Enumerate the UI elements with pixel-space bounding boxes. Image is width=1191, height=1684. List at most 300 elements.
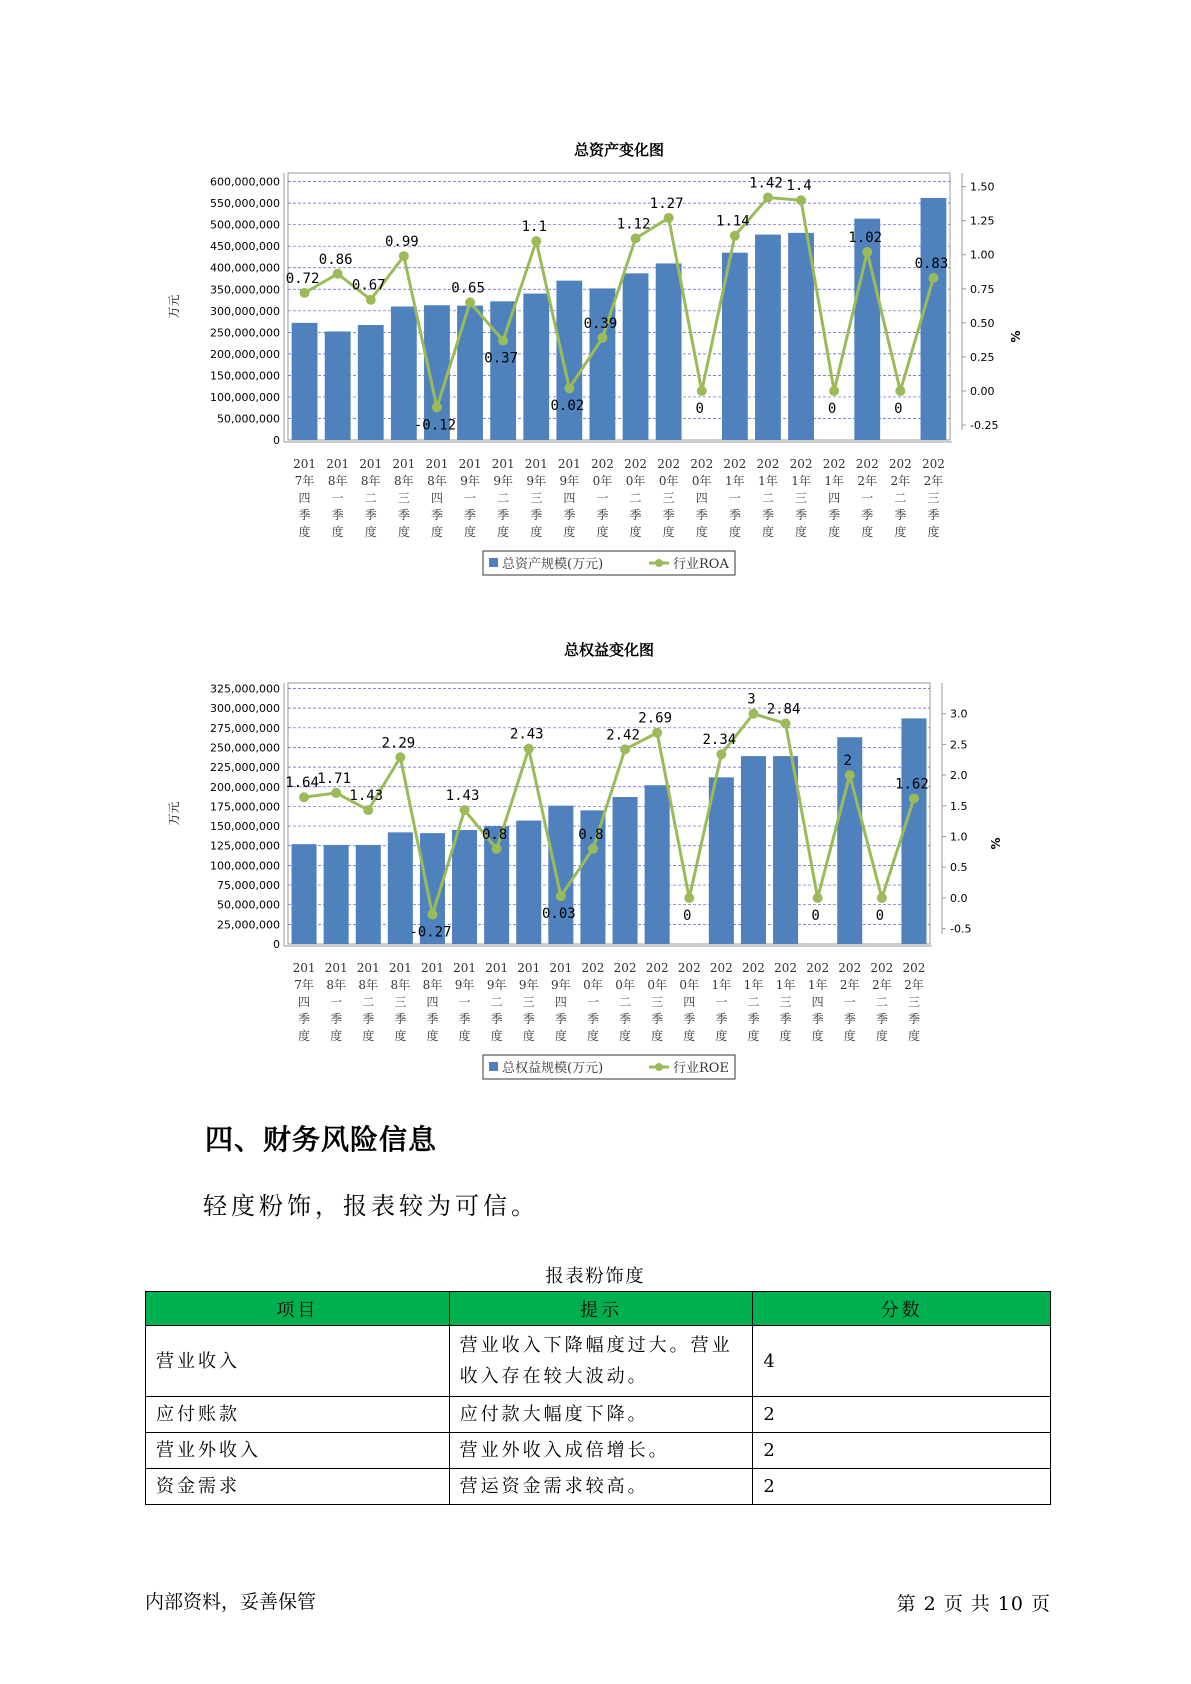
y-right-tick-label: -0.25: [970, 419, 999, 433]
x-tick-label: 1年: [711, 978, 732, 992]
x-tick-label: 度: [779, 1029, 792, 1043]
x-tick-label: 9年: [559, 474, 580, 488]
x-tick-label: 1年: [743, 978, 764, 992]
x-tick-label: 度: [894, 525, 907, 539]
x-tick-label: 9年: [526, 474, 547, 488]
x-tick-label: 四: [828, 491, 841, 505]
x-tick-label: 度: [298, 525, 311, 539]
x-tick-label: 2年: [904, 978, 924, 992]
x-tick-label: 202: [822, 457, 846, 471]
data-label: 2.43: [509, 726, 544, 743]
line-point: [631, 233, 641, 243]
x-tick-label: 201: [356, 961, 380, 975]
line-point: [781, 719, 791, 729]
x-tick-label: 二: [619, 995, 632, 1009]
x-tick-label: 0年: [583, 978, 603, 992]
total-equity-chart: [167, 640, 1050, 1100]
x-tick-label: 季: [695, 508, 708, 522]
x-tick-label: 202: [613, 961, 637, 975]
x-tick-label: 三: [394, 995, 407, 1009]
x-tick-label: 201: [517, 961, 541, 975]
x-tick-label: 8年: [360, 474, 381, 488]
legend-bar-swatch: [489, 558, 498, 567]
x-tick-label: 1年: [758, 474, 778, 488]
x-tick-label: 8年: [358, 978, 379, 992]
line-point: [556, 891, 566, 901]
line-point: [492, 844, 502, 854]
x-tick-label: 三: [779, 995, 792, 1009]
x-tick-label: 度: [331, 525, 344, 539]
data-label: 0: [875, 907, 885, 924]
y-left-tick-label: 50,000,000: [217, 898, 280, 912]
bar: [755, 235, 781, 440]
y-right-tick-label: 1.00: [970, 248, 995, 262]
x-tick-label: 201: [293, 457, 317, 471]
legend-line-marker: [655, 1063, 663, 1071]
bar: [613, 797, 638, 944]
row-score: 2: [753, 1469, 1051, 1505]
x-tick-label: 202: [645, 961, 669, 975]
x-tick-label: 202: [774, 961, 798, 975]
y-left-tick-label: 450,000,000: [210, 240, 280, 254]
data-label: 0.02: [550, 398, 585, 415]
x-tick-label: 1年: [791, 474, 811, 488]
x-tick-label: 202: [741, 961, 765, 975]
x-tick-label: 二: [761, 491, 774, 505]
x-tick-label: 二: [629, 491, 642, 505]
x-tick-label: 一: [596, 491, 609, 505]
x-tick-label: 四: [563, 491, 576, 505]
x-tick-label: 一: [331, 491, 344, 505]
data-label: 0.67: [351, 277, 386, 294]
header-item: 项目: [146, 1292, 450, 1326]
data-label: 0: [683, 907, 692, 924]
x-tick-label: 季: [458, 1012, 471, 1026]
x-tick-label: 度: [695, 525, 708, 539]
line-point: [597, 333, 607, 343]
x-tick-label: 三: [907, 995, 920, 1009]
data-label: 0.8: [578, 826, 604, 843]
x-tick-label: 度: [497, 525, 510, 539]
x-tick-label: 三: [795, 491, 808, 505]
x-tick-label: 度: [522, 1029, 535, 1043]
y-right-tick-label: 1.50: [970, 180, 995, 194]
row-hint: 营业外收入成倍增长。: [449, 1433, 753, 1469]
x-tick-label: 9年: [518, 978, 539, 992]
x-tick-label: 季: [779, 1012, 792, 1026]
x-tick-label: 度: [619, 1029, 632, 1043]
x-tick-label: 度: [927, 525, 940, 539]
line-point: [531, 236, 541, 246]
data-label: -0.27: [409, 924, 452, 941]
x-tick-label: 201: [425, 457, 449, 471]
x-tick-label: 8年: [422, 978, 443, 992]
bar: [523, 294, 549, 440]
line-point: [845, 770, 855, 780]
data-label: 0: [827, 400, 837, 417]
x-tick-label: 季: [728, 508, 741, 522]
y-right-tick-label: 0.50: [970, 316, 995, 330]
data-label: 1.62: [895, 776, 929, 793]
y-right-tick-label: 0.75: [970, 282, 995, 296]
x-tick-label: 四: [554, 995, 567, 1009]
x-tick-label: 度: [426, 1029, 439, 1043]
row-score: 2: [753, 1397, 1051, 1433]
data-label: 0.99: [384, 234, 419, 251]
line-point: [909, 793, 919, 803]
x-tick-label: 7年: [294, 978, 314, 992]
line-point: [813, 893, 823, 903]
x-tick-label: 度: [397, 525, 410, 539]
line-point: [664, 213, 674, 223]
row-score: 4: [753, 1326, 1051, 1397]
x-tick-label: 季: [651, 1012, 664, 1026]
x-tick-label: 202: [855, 457, 879, 471]
x-tick-label: 度: [530, 525, 543, 539]
x-tick-label: 1年: [775, 978, 796, 992]
x-tick-label: 9年: [493, 474, 513, 488]
x-tick-label: 0年: [658, 474, 679, 488]
line-point: [432, 402, 442, 412]
line-point: [300, 288, 310, 298]
bar: [490, 301, 516, 440]
x-tick-label: 四: [430, 491, 443, 505]
x-tick-label: 度: [843, 1029, 856, 1043]
y-right-tick-label: 1.5: [950, 799, 968, 813]
x-tick-label: 0年: [679, 978, 700, 992]
row-item: 营业收入: [146, 1326, 450, 1397]
x-tick-label: 201: [388, 961, 412, 975]
x-tick-label: 季: [795, 508, 808, 522]
x-tick-label: 201: [292, 961, 316, 975]
x-tick-label: 三: [397, 491, 410, 505]
x-tick-label: 季: [828, 508, 841, 522]
x-tick-label: 四: [298, 491, 311, 505]
y-left-tick-label: 100,000,000: [210, 390, 280, 404]
x-tick-label: 季: [875, 1012, 888, 1026]
y-left-tick-label: 400,000,000: [210, 261, 280, 275]
x-tick-label: 度: [662, 525, 675, 539]
x-tick-label: 季: [747, 1012, 760, 1026]
x-tick-label: 度: [651, 1029, 664, 1043]
x-tick-label: 7年: [294, 474, 315, 488]
x-tick-label: 201: [324, 961, 348, 975]
y-left-tick-label: 0: [273, 938, 280, 951]
x-tick-label: 度: [811, 1029, 824, 1043]
y-left-tick-label: 50,000,000: [217, 412, 280, 426]
bar: [292, 844, 317, 944]
x-tick-label: 201: [458, 457, 482, 471]
y-right-tick-label: 0.25: [970, 350, 995, 364]
x-tick-label: 201: [549, 961, 573, 975]
x-tick-label: 季: [298, 508, 311, 522]
table-row: [146, 1397, 1051, 1433]
x-tick-label: 二: [497, 491, 510, 505]
line-point: [877, 893, 887, 903]
line-point: [829, 386, 839, 396]
x-tick-label: 2年: [839, 978, 860, 992]
line-point: [697, 386, 707, 396]
x-tick-label: 0年: [592, 474, 613, 488]
x-tick-label: 202: [690, 457, 714, 471]
line-point: [399, 251, 409, 261]
x-tick-label: 1年: [824, 474, 844, 488]
x-tick-label: 三: [651, 995, 664, 1009]
data-label: 0: [894, 400, 903, 417]
x-tick-label: 202: [902, 961, 926, 975]
x-tick-label: 季: [662, 508, 675, 522]
x-tick-label: 季: [490, 1012, 503, 1026]
x-tick-label: 季: [331, 508, 344, 522]
y-left-tick-label: 175,000,000: [210, 800, 280, 814]
x-tick-label: 度: [490, 1029, 503, 1043]
x-tick-label: 度: [596, 525, 609, 539]
line-point: [427, 910, 437, 920]
x-tick-label: 202: [677, 961, 701, 975]
x-tick-label: 度: [298, 1029, 311, 1043]
x-tick-label: 季: [861, 508, 874, 522]
x-tick-label: 四: [683, 995, 696, 1009]
bar: [921, 198, 947, 440]
data-label: 1.64: [285, 775, 319, 792]
bar: [656, 263, 682, 440]
line-point: [524, 744, 534, 754]
x-tick-label: 一: [458, 995, 471, 1009]
data-label: 2: [843, 753, 852, 770]
data-label: 0.39: [583, 315, 618, 332]
x-tick-label: 202: [789, 457, 813, 471]
line-point: [763, 193, 773, 203]
line-point: [796, 195, 806, 205]
x-tick-label: 2年: [890, 474, 911, 488]
bar: [645, 785, 670, 944]
line-point: [928, 273, 938, 283]
line-point: [498, 336, 508, 346]
data-label: 2.84: [766, 701, 801, 718]
y-left-tick-label: 225,000,000: [210, 761, 280, 775]
data-label: 1.43: [349, 788, 384, 805]
bar: [709, 777, 734, 944]
data-label: 0: [811, 907, 820, 924]
risk-table: [145, 1291, 1051, 1505]
y-left-tick-label: 275,000,000: [210, 721, 280, 735]
x-tick-label: 8年: [327, 474, 348, 488]
x-tick-label: 季: [464, 508, 477, 522]
x-tick-label: 一: [330, 995, 343, 1009]
bar: [324, 845, 349, 944]
data-label: 0: [695, 400, 704, 417]
x-tick-label: 一: [586, 995, 599, 1009]
y-left-tick-label: 250,000,000: [210, 741, 280, 755]
x-tick-label: 度: [629, 525, 642, 539]
line-point: [716, 749, 726, 759]
x-tick-label: 9年: [460, 474, 480, 488]
line-point: [588, 844, 598, 854]
x-tick-label: 季: [330, 1012, 343, 1026]
x-tick-label: 季: [843, 1012, 856, 1026]
y-right-tick-label: 2.5: [950, 738, 968, 752]
x-tick-label: 季: [397, 508, 410, 522]
y-left-tick-label: 300,000,000: [210, 304, 280, 318]
chart-title: 总权益变化图: [563, 641, 655, 659]
data-label: 0.37: [484, 350, 519, 367]
x-tick-label: 2年: [857, 474, 878, 488]
x-tick-label: 202: [624, 457, 648, 471]
x-tick-label: 度: [761, 525, 774, 539]
x-tick-label: 季: [927, 508, 940, 522]
y-right-tick-label: 0.00: [970, 384, 995, 398]
x-tick-label: 季: [629, 508, 642, 522]
footer-confidential: 内部资料，妥善保管: [145, 1591, 317, 1613]
data-label: 3: [747, 691, 756, 708]
line-point: [652, 728, 662, 738]
bar: [901, 718, 926, 944]
bar: [516, 821, 541, 944]
data-label: 0.8: [482, 826, 508, 843]
x-tick-label: 0年: [615, 978, 635, 992]
x-tick-label: 202: [590, 457, 614, 471]
x-tick-label: 一: [464, 491, 477, 505]
y-left-tick-label: 150,000,000: [210, 369, 280, 383]
x-tick-label: 一: [843, 995, 856, 1009]
total-equity-chart-svg: [167, 640, 1050, 1100]
x-tick-label: 201: [485, 961, 509, 975]
y-left-tick-label: 500,000,000: [210, 218, 280, 232]
x-tick-label: 度: [458, 1029, 471, 1043]
x-tick-label: 季: [522, 1012, 535, 1026]
footer-page-number: 第 2 页 共 10 页: [896, 1593, 1051, 1615]
x-tick-label: 季: [298, 1012, 311, 1026]
x-tick-label: 0年: [625, 474, 646, 488]
x-tick-label: 度: [683, 1029, 696, 1043]
line-point: [333, 269, 343, 279]
row-item: 资金需求: [146, 1469, 450, 1505]
x-tick-label: 二: [364, 491, 377, 505]
y-left-tick-label: 250,000,000: [210, 326, 280, 340]
x-tick-label: 202: [709, 961, 733, 975]
data-label: 2.69: [638, 710, 673, 727]
y-left-label: 万元: [167, 801, 181, 826]
x-tick-label: 二: [490, 995, 503, 1009]
line-point: [895, 386, 905, 396]
x-tick-label: 三: [662, 491, 675, 505]
x-tick-label: 8年: [326, 978, 346, 992]
bar: [356, 845, 381, 944]
bar: [773, 756, 798, 944]
x-tick-label: 9年: [551, 978, 571, 992]
x-tick-label: 度: [715, 1029, 728, 1043]
x-tick-label: 季: [907, 1012, 920, 1026]
line-point: [748, 709, 758, 719]
row-hint: 营运资金需求较高。: [449, 1469, 753, 1505]
x-tick-label: 季: [715, 1012, 728, 1026]
x-tick-label: 8年: [390, 978, 411, 992]
x-tick-label: 度: [362, 1029, 375, 1043]
x-tick-label: 季: [563, 508, 576, 522]
data-label: 1.71: [317, 770, 352, 787]
data-label: 0.03: [541, 906, 576, 923]
y-left-tick-label: 150,000,000: [210, 820, 280, 834]
x-tick-label: 度: [430, 525, 443, 539]
x-tick-label: 201: [524, 457, 548, 471]
data-label: 1.4: [786, 178, 812, 195]
table-row: [146, 1326, 1051, 1397]
x-tick-label: 季: [894, 508, 907, 522]
x-tick-label: 季: [619, 1012, 632, 1026]
x-tick-label: 二: [362, 995, 375, 1009]
table-header-row: [146, 1292, 1051, 1326]
x-tick-label: 度: [828, 525, 841, 539]
total-assets-chart: [167, 140, 1050, 600]
line-point: [564, 383, 574, 393]
line-point: [363, 805, 373, 815]
y-left-tick-label: 325,000,000: [210, 682, 280, 696]
x-tick-label: 0年: [691, 474, 712, 488]
x-tick-label: 度: [586, 1029, 599, 1043]
line-point: [395, 752, 405, 762]
y-left-tick-label: 550,000,000: [210, 197, 280, 211]
bar: [457, 306, 483, 440]
x-tick-label: 202: [756, 457, 780, 471]
x-tick-label: 季: [554, 1012, 567, 1026]
line-point: [862, 247, 872, 257]
bar: [548, 806, 573, 944]
x-tick-label: 度: [330, 1029, 343, 1043]
x-tick-label: 201: [392, 457, 416, 471]
x-tick-label: 202: [838, 961, 862, 975]
y-right-label: %: [989, 837, 1003, 850]
x-tick-label: 季: [497, 508, 510, 522]
x-tick-label: 度: [394, 1029, 407, 1043]
plot-area: [285, 173, 950, 440]
x-tick-label: 度: [875, 1029, 888, 1043]
x-tick-label: 度: [563, 525, 576, 539]
x-tick-label: 二: [894, 491, 907, 505]
data-label: 1.14: [715, 213, 750, 230]
bar: [623, 273, 649, 440]
x-tick-label: 度: [464, 525, 477, 539]
data-label: 0.65: [451, 280, 485, 297]
x-tick-label: 度: [907, 1029, 920, 1043]
x-tick-label: 201: [557, 457, 581, 471]
table-row: [146, 1433, 1051, 1469]
x-tick-label: 度: [728, 525, 741, 539]
x-tick-label: 度: [795, 525, 808, 539]
x-tick-label: 9年: [454, 978, 475, 992]
legend-bar-swatch: [489, 1062, 498, 1071]
x-tick-label: 季: [362, 1012, 375, 1026]
x-tick-label: 202: [806, 961, 830, 975]
x-tick-label: 四: [695, 491, 708, 505]
x-tick-label: 202: [888, 457, 912, 471]
y-left-tick-label: 600,000,000: [210, 175, 280, 189]
y-left-tick-label: 25,000,000: [217, 918, 280, 932]
y-right-tick-label: 0.0: [950, 891, 968, 905]
y-right-tick-label: 3.0: [950, 707, 968, 721]
bar: [358, 325, 384, 440]
y-right-tick-label: 0.5: [950, 861, 968, 875]
x-tick-label: 2年: [872, 978, 892, 992]
x-tick-label: 一: [715, 995, 728, 1009]
data-label: 2.42: [606, 727, 640, 744]
y-left-tick-label: 125,000,000: [210, 839, 280, 853]
line-point: [465, 297, 475, 307]
x-tick-label: 1年: [725, 474, 745, 488]
x-tick-label: 季: [426, 1012, 439, 1026]
y-left-tick-label: 300,000,000: [210, 702, 280, 716]
line-point: [460, 805, 470, 815]
data-label: 1.43: [445, 788, 480, 805]
